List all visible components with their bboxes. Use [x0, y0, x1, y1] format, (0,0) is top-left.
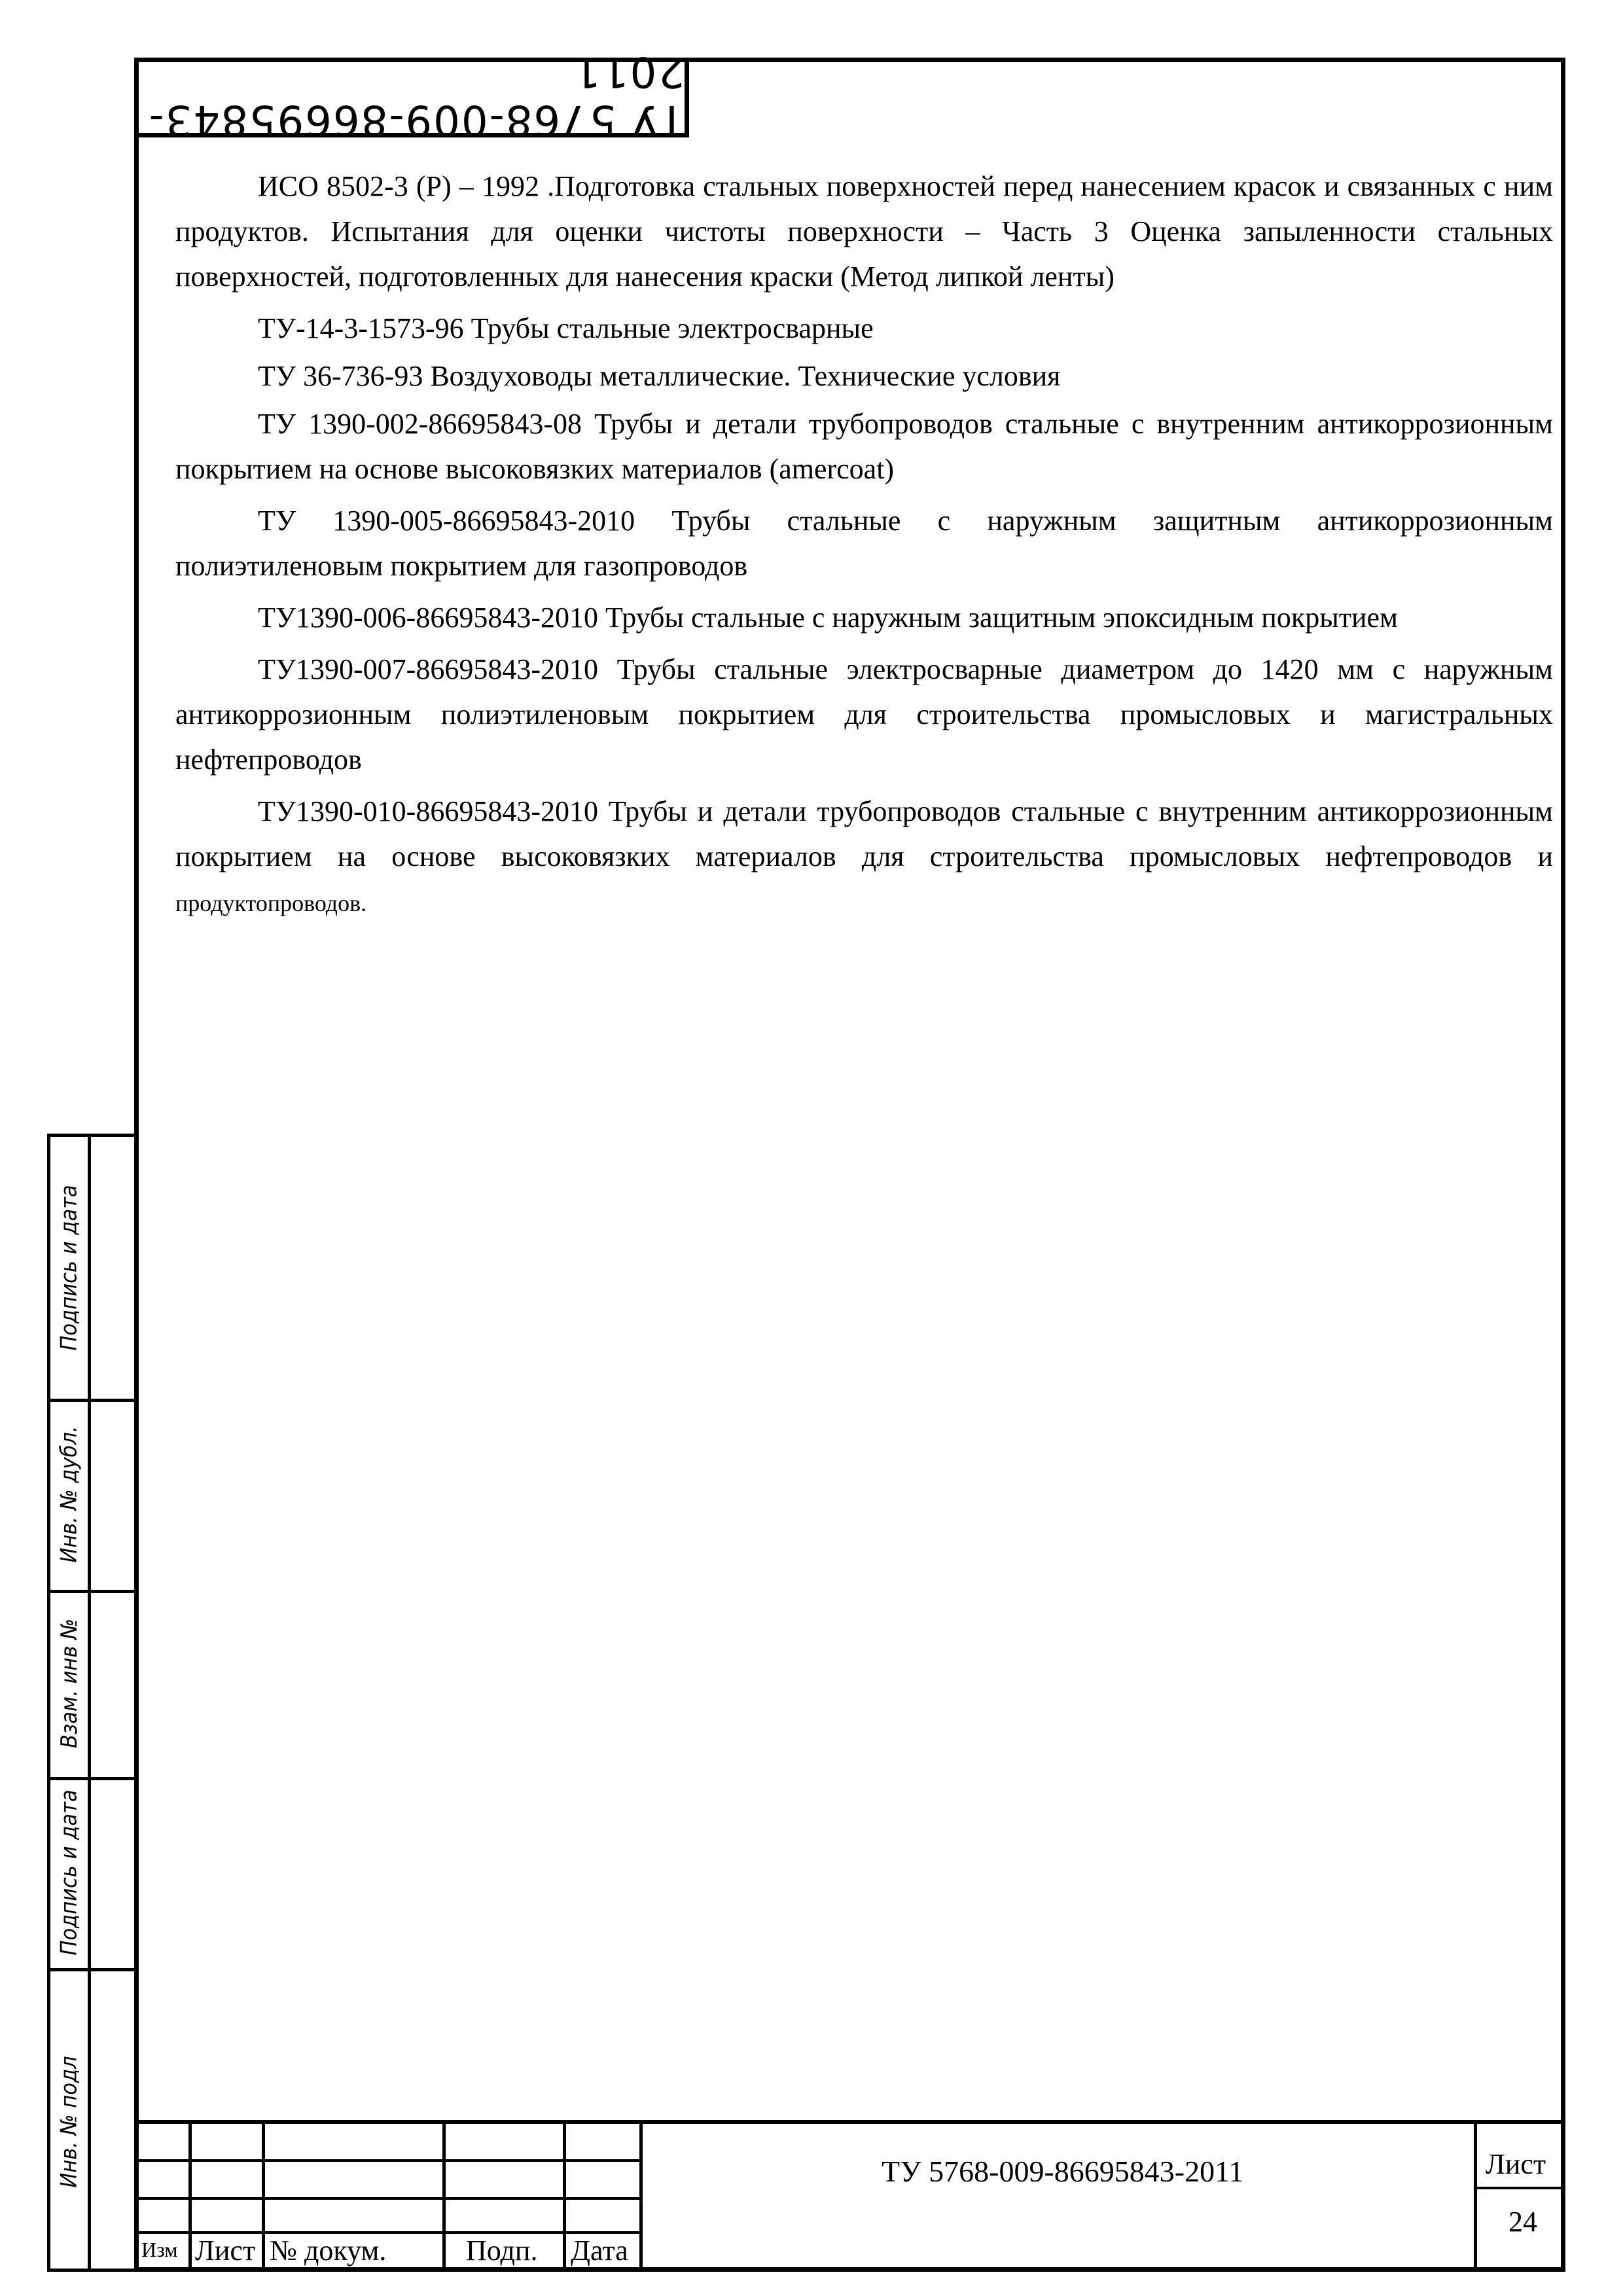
- title-block-line: [1474, 2120, 1477, 2267]
- paragraph: ИСО 8502-3 (Р) – 1992 .Подготовка стальных поверхностей перед нанесением красок и связанных с ним продуктов. Испытания для оценки чистоты поверхности – Часть 3 Оценка запыленности стальных поверхностей, подготовленных для нанесения краски (Метод липкой ленты): [175, 170, 1553, 293]
- side-label-signature-date: Подпись и дата: [56, 1185, 82, 1351]
- document-designation: ТУ 5768-009-86695843-2011: [882, 2155, 1244, 2188]
- side-label-signature-date-2: Подпись и дата: [56, 1789, 82, 1956]
- title-block-line: [188, 2120, 192, 2267]
- side-strip-divider: [88, 1137, 91, 2269]
- side-label-replace-inv: Взам. инв №: [56, 1619, 82, 1748]
- paragraph-text: ТУ1390-010-86695843-2010 Трубы и детали трубопроводов стальные с внутренним антикоррозионным покрытием на основе высоковязких материалов для строительства промысловых нефтепроводов и: [175, 795, 1553, 872]
- col-data: Дата: [571, 2234, 628, 2267]
- paragraph: [175, 789, 1553, 926]
- paragraph-text-small: продуктопроводов.: [175, 890, 367, 916]
- paragraph: ТУ 1390-002-86695843-08 Трубы и детали трубопроводов стальные с внутренним антикоррозионным покрытием на основе высоковязких материалов (amercoat): [175, 408, 1553, 485]
- title-block-line: [262, 2120, 265, 2267]
- title-block-top-line: [139, 2120, 1561, 2124]
- title-block: [139, 2120, 1561, 2267]
- side-label-orig-inv: Инв. № подл: [56, 2055, 82, 2188]
- paragraph: ТУ-14-3-1573-96 Трубы стальные электросварные: [258, 312, 874, 344]
- paragraph: ТУ1390-006-86695843-2010 Трубы стальные с наружным защитным эпоксидным покрытием: [258, 601, 1398, 634]
- title-block-line: [139, 2197, 641, 2200]
- paragraph: ТУ 1390-005-86695843-2010 Трубы стальные с наружным защитным антикоррозионным полиэтиленовым покрытием для газопроводов: [175, 505, 1553, 582]
- sheet-label: Лист: [1486, 2148, 1546, 2180]
- title-block-line: [1474, 2187, 1561, 2189]
- title-block-line: [639, 2120, 643, 2267]
- col-izm: Изм: [141, 2238, 178, 2261]
- title-block-line: [442, 2120, 446, 2267]
- side-label-dup-inv: Инв. № дубл.: [56, 1426, 82, 1563]
- top-stamp: [134, 46, 689, 144]
- document-body: [175, 164, 1553, 933]
- col-podp: Подп.: [466, 2234, 538, 2267]
- paragraph: ТУ1390-007-86695843-2010 Трубы стальные электросварные диаметром до 1420 мм с наружным антикоррозионным полиэтиленовым покрытием для строительства промысловых и магистральных нефтепроводов: [175, 653, 1553, 776]
- side-strip: [47, 1134, 139, 2272]
- top-stamp-designation: ТУ 5768-009-86695843-2011: [147, 46, 685, 144]
- col-doc: № докум.: [270, 2234, 387, 2267]
- sheet-number: 24: [1508, 2206, 1537, 2238]
- title-block-line: [563, 2120, 566, 2267]
- title-block-line: [139, 2159, 641, 2162]
- col-list: Лист: [195, 2234, 256, 2267]
- paragraph: ТУ 36-736-93 Воздуховоды металлические. Технические условия: [258, 360, 1061, 392]
